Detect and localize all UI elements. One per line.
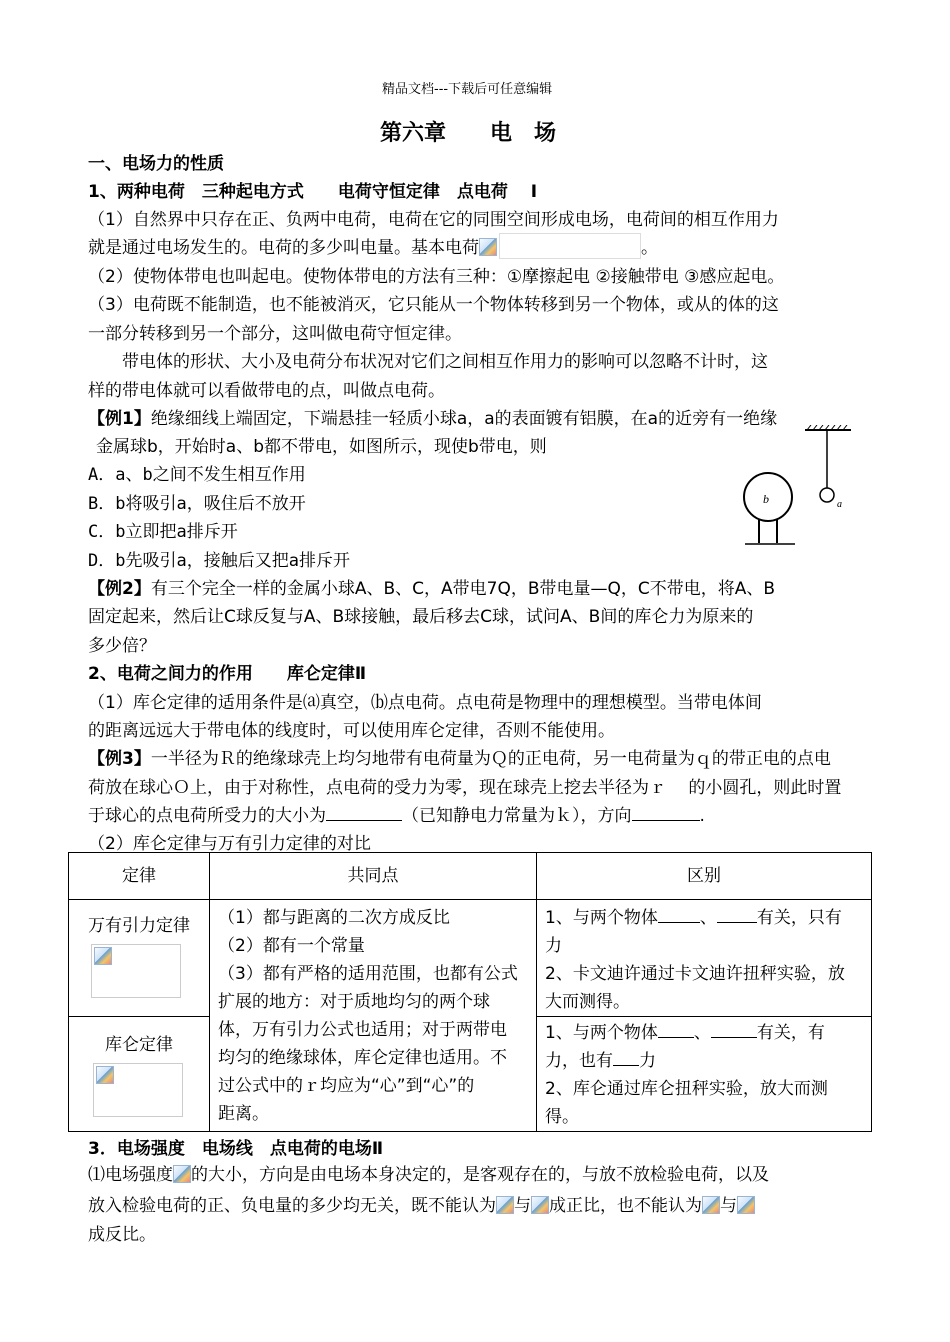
answer-blank [717, 908, 757, 923]
common-point-line: （2）都有一个常量 [218, 936, 365, 956]
formula-image-placeholder [91, 944, 181, 998]
difference-text: 、 [693, 1023, 711, 1043]
paragraph-text: 成正比，也不能认为 [549, 1196, 702, 1216]
difference-text: 、 [699, 908, 717, 928]
example-tag: 【例2】 [88, 579, 151, 599]
formula-image-placeholder [93, 1063, 183, 1117]
difference-cell-gravity [537, 900, 872, 1017]
example-text: （已知静电力常量为ｋ），方向 [402, 806, 632, 826]
paragraph-line: 样的带电体就可以看做带电的点，叫做点电荷。 [88, 381, 445, 401]
paragraph-line: （2）库仑定律与万有引力定律的对比 [88, 834, 371, 854]
common-point-line: 扩展的地方：对于质地均匀的两个球 [218, 992, 490, 1012]
subsection-heading: 1、两种电荷 三种起电方式 电荷守恒定律 点电荷 Ⅰ [88, 182, 538, 202]
label-a: a [837, 499, 842, 510]
ball-a [820, 488, 834, 502]
paragraph-line: （1）库仑定律的适用条件是⒜真空，⒝点电荷。点电荷是物理中的理想模型。当带电体间 [88, 693, 762, 713]
paragraph-line: 带电体的形状、大小及电荷分布状况对它们之间相互作用力的影响可以忽略不计时，这 [88, 352, 768, 372]
broken-image-icon [496, 1196, 514, 1214]
difference-cell-coulomb [537, 1017, 872, 1132]
subsection-heading: 2、电荷之间力的作用 库仑定律Ⅱ [88, 664, 367, 684]
example-text: 于球心的点电荷所受力的大小为 [88, 806, 326, 826]
answer-blank [658, 908, 700, 923]
option-c: C．b立即把a排斥开 [88, 522, 238, 542]
common-points-cell [210, 900, 537, 1132]
paragraph-line: （3）电荷既不能制造，也不能被消灭，它只能从一个物体转移到另一个物体，或从的体的这 [88, 295, 779, 315]
difference-line: 2、库仑通过库仑扭秤实验，放大而测 [545, 1079, 828, 1099]
difference-line: 2、卡文迪许通过卡文迪许扭秤实验，放 [545, 964, 845, 984]
example-text: 有三个完全一样的金属小球A、B、C，A带电7Q，B带电量—Q，C不带电，将A、B [150, 579, 776, 599]
difference-line [545, 1047, 863, 1075]
broken-image-icon [737, 1196, 755, 1214]
common-point-line: 均匀的绝缘球体，库仑定律也适用。不 [218, 1048, 507, 1068]
difference-line [545, 1019, 863, 1047]
paragraph-line: 成反比。 [88, 1225, 156, 1245]
example-tag: 【例1】 [88, 409, 151, 429]
table-header-row [69, 853, 872, 900]
paragraph-text: 与 [514, 1196, 531, 1216]
example-2-line: 固定起来，然后让C球反复与A、B球接触，最后移去C球，试问A、B间的库仑力为原来的 [88, 607, 754, 627]
example-2-line [88, 574, 775, 599]
paragraph-line [88, 1191, 755, 1216]
section-heading: 一、电场力的性质 [88, 154, 224, 174]
common-point-line: （1）都与距离的二次方成反比 [218, 908, 450, 928]
common-point-line: 距离。 [218, 1104, 269, 1124]
pendulum-figure [735, 425, 860, 550]
paragraph-text: 的大小，方向是由电场本身决定的，是客观存在的，与放不放检验电荷，以及 [191, 1165, 769, 1185]
subsection-heading: 3．电场强度 电场线 点电荷的电场Ⅱ [88, 1139, 384, 1159]
label-b: b [763, 492, 769, 506]
law-cell-coulomb [69, 1017, 210, 1132]
law-name: 库仑定律 [105, 1035, 173, 1055]
example-1-line [88, 404, 777, 429]
example-text: 绝缘细线上端固定，下端悬挂一轻质小球a，a的表面镀有铝膜，在a的近旁有一绝缘 [150, 409, 778, 429]
formula-image-placeholder [499, 233, 641, 259]
option-b: B．b将吸引a，吸住后不放开 [88, 494, 306, 514]
law-name: 万有引力定律 [88, 916, 190, 936]
broken-image-icon [96, 1066, 114, 1084]
option-a: A．a、b之间不发生相互作用 [88, 465, 306, 485]
difference-line [545, 904, 863, 932]
page-header: 精品文档---下载后可任意编辑 [382, 82, 553, 97]
answer-blank [632, 806, 700, 821]
difference-text: 1、与两个物体 [545, 1023, 658, 1043]
answer-blank [658, 1023, 694, 1038]
example-text: 一半径为Ｒ的绝缘球壳上均匀地带有电荷量为Ｑ的正电荷，另一电荷量为ｑ的带正电的点电 [150, 749, 831, 769]
chapter-title: 第六章 电 场 [380, 121, 557, 146]
common-point-line: 体，万有引力公式也适用；对于两带电 [218, 1020, 507, 1040]
difference-text: 1、与两个物体 [545, 908, 658, 928]
table-header-cell: 区别 [537, 853, 872, 900]
example-2-line: 多少倍？ [88, 636, 156, 656]
example-tag: 【例3】 [88, 749, 151, 769]
paragraph-line: （1）自然界中只存在正、负两中电荷，电荷在它的同围空间形成电场，电荷间的相互作用力 [88, 210, 779, 230]
paragraph-text: ⑴电场强度 [88, 1165, 173, 1185]
paragraph-line [88, 233, 658, 259]
paragraph-text: 与 [720, 1196, 737, 1216]
example-3-line [88, 801, 705, 826]
difference-text: 有关，有 [756, 1023, 825, 1043]
comparison-table [68, 852, 872, 1132]
example-text: . [699, 806, 705, 826]
difference-line: 得。 [545, 1107, 579, 1127]
broken-image-icon [173, 1165, 191, 1183]
broken-image-icon [702, 1196, 720, 1214]
answer-blank [326, 806, 402, 821]
paragraph-text: 放入检验电荷的正、负电量的多少均无关，既不能认为 [88, 1196, 496, 1216]
law-cell-gravity [69, 900, 210, 1017]
option-d: D．b先吸引a，接触后又把a排斥开 [88, 551, 350, 571]
difference-text: 力，也有 [545, 1051, 613, 1071]
paragraph-line: （2）使物体带电也叫起电。使物体带电的方法有三种：①摩擦起电 ②接触带电 ③感应起电。 [88, 267, 785, 287]
example-3-line: 荷放在球心Ｏ上，由于对称性，点电荷的受力为零，现在球壳上挖去半径为ｒ 的小圆孔，则此时置 [88, 778, 842, 798]
difference-line: 大而测得。 [545, 992, 630, 1012]
answer-blank [613, 1051, 639, 1066]
table-header-cell: 定律 [69, 853, 210, 900]
example-1-line: 金属球b，开始时a、b都不带电，如图所示，现使b带电，则 [96, 437, 547, 457]
difference-line: 力 [545, 936, 562, 956]
broken-image-icon [479, 238, 497, 256]
difference-text: 有关，只有 [756, 908, 842, 928]
difference-text: 力 [639, 1051, 656, 1071]
broken-image-icon [94, 947, 112, 965]
table-header-cell: 共同点 [210, 853, 537, 900]
paragraph-line: 一部分转移到另一个部分，这叫做电荷守恒定律。 [88, 324, 462, 344]
broken-image-icon [531, 1196, 549, 1214]
paragraph-line: 的距离远远大于带电体的线度时，可以使用库仑定律，否则不能使用。 [88, 721, 615, 741]
example-3-line [88, 744, 831, 769]
paragraph-text: 就是通过电场发生的。电荷的多少叫电量。基本电荷 [88, 238, 479, 258]
answer-blank [711, 1023, 757, 1038]
common-point-line: 过公式中的ｒ均应为“心”到“心”的 [218, 1076, 475, 1096]
paragraph-line [88, 1160, 769, 1185]
table-row [69, 900, 872, 1017]
paragraph-text: 。 [641, 238, 658, 258]
common-point-line: （3）都有严格的适用范围，也都有公式 [218, 964, 518, 984]
